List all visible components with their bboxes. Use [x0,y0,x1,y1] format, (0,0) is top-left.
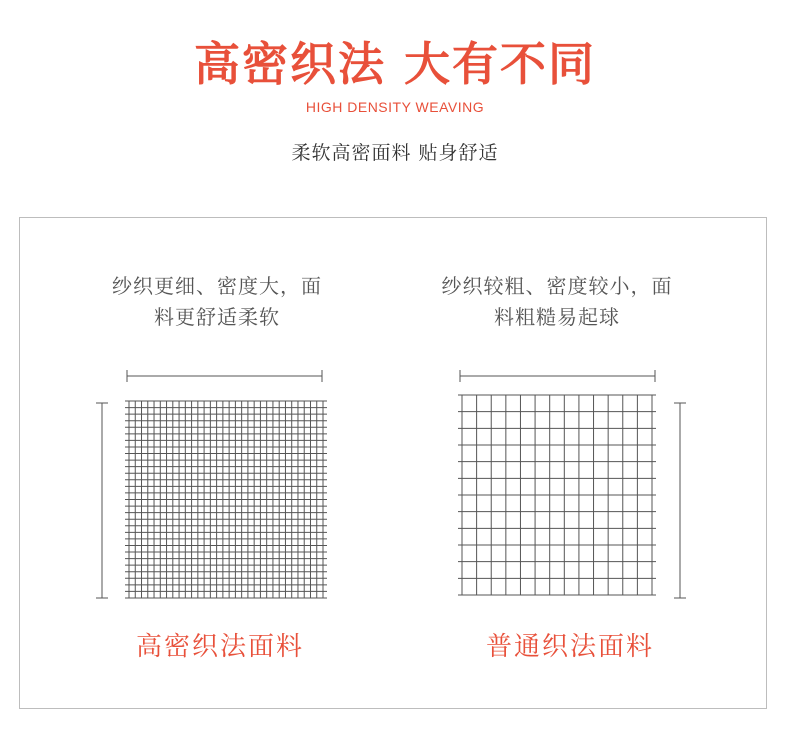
high-density-weave-grid [125,401,327,598]
normal-weave-description-line1: 纱织较粗、密度较小，面 [441,274,673,298]
normal-weave-label: 普通织法面料 [485,632,654,662]
tagline: 柔软高密面料 贴身舒适 [291,142,499,164]
dimension-markers [96,370,686,598]
high-density-label: 高密织法面料 [135,632,304,662]
high-density-description-line2: 料更舒适柔软 [154,305,280,329]
page-title: 高密织法 大有不同 [193,37,596,91]
page-subtitle: HIGH DENSITY WEAVING [305,99,485,115]
normal-weave-description-line2: 料粗糙易起球 [494,305,620,329]
normal-weave-grid [458,395,656,595]
high-density-description-line1: 纱织更细、密度大，面 [112,274,322,298]
